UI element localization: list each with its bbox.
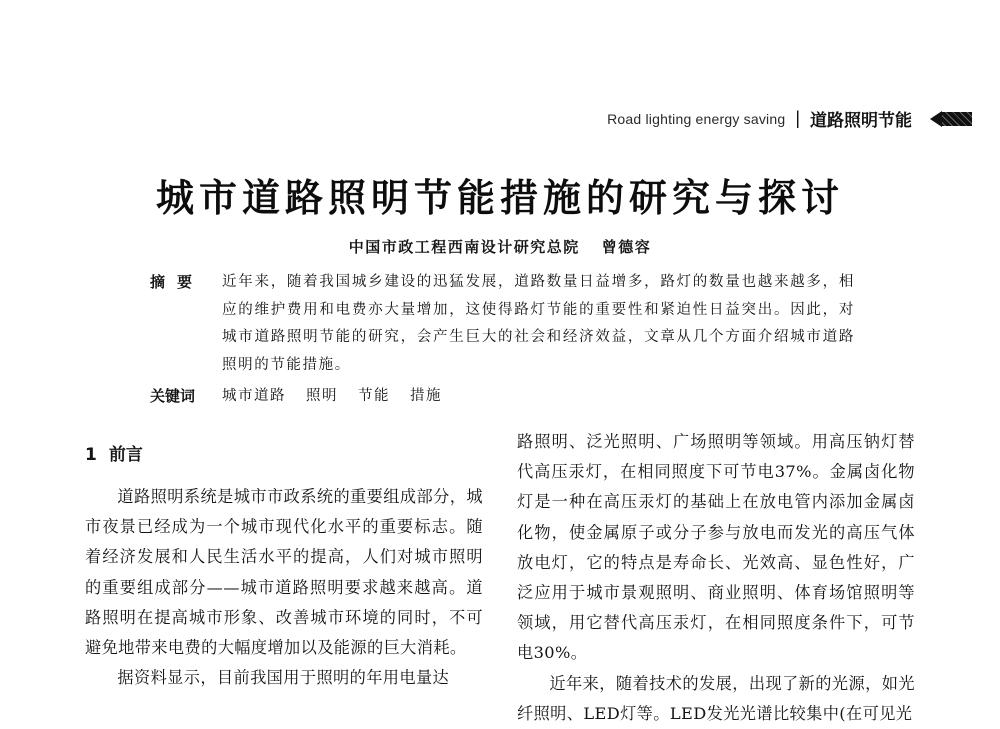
running-header-separator: | [795,108,800,128]
author-line [0,236,1000,257]
abstract-label: 摘要 [150,273,205,291]
right-column [517,427,915,729]
keywords-row [150,383,855,410]
keyword: 措施 [410,388,442,404]
running-header [607,106,972,131]
body-paragraph: 近年来，随着技术的发展，出现了新的光源，如光纤照明、LED灯等。LED发光光谱比较集中(在可见光 [517,673,915,723]
body-paragraph: 路照明、泛光照明、广场照明等领域。用高压钠灯替代高压汞灯，在相同照度下可节电37%。金属卤化物灯是一种在高压汞灯的基础上在放电管内添加金属卤化物，使金属原子或分子参与放电而发光的高压气体放电灯，它的特点是寿命长、光效高、显色性好，广泛应用于城市景观照明、商业照明、体育场馆照明等领域，用它替代高压汞灯，在相同照度条件下，可节电30%。 [517,432,915,663]
article-title: 城市道路照明节能措施的研究与探讨 [155,176,844,220]
running-header-english: Road lighting energy saving [607,110,786,127]
body-paragraph: 道路照明系统是城市市政系统的重要组成部分，城市夜景已经成为一个城市现代化水平的重要标志。随着经济发展和人民生活水平的提高，人们对城市照明的重要组成部分——城市道路照明要求越来越高。道路照明在提高城市形象、改善城市环境的同时，不可避免地带来电费的大幅度增加以及能源的巨大消耗。 [85,487,483,658]
keyword: 照明 [306,388,338,404]
section-heading [85,440,483,470]
keyword: 节能 [358,388,390,404]
abstract-row [150,269,855,379]
keyword: 城市道路 [222,388,286,404]
running-header-chinese: 道路照明节能 [810,111,912,131]
section-title: 前言 [108,445,143,465]
author-name: 曾德容 [601,238,652,256]
keywords-label: 关键词 [150,387,196,405]
author-affiliation: 中国市政工程西南设计研究总院 [348,238,580,256]
section-marker-icon [926,111,972,127]
section-number: 1 [85,445,97,465]
abstract-text: 近年来，随着我国城乡建设的迅猛发展，道路数量日益增多，路灯的数量也越来越多，相应的维护费用和电费亦大量增加，这使得路灯节能的重要性和紧迫性日益突出。因此，对城市道路照明节能的研究，会产生巨大的社会和经济效益，文章从几个方面介绍城市道路照明的节能措施。 [222,274,855,373]
keywords-list [222,383,442,410]
body-paragraph: 据资料显示，目前我国用于照明的年用电量达 [117,668,450,688]
abstract-block [150,269,855,410]
left-column [85,440,483,693]
